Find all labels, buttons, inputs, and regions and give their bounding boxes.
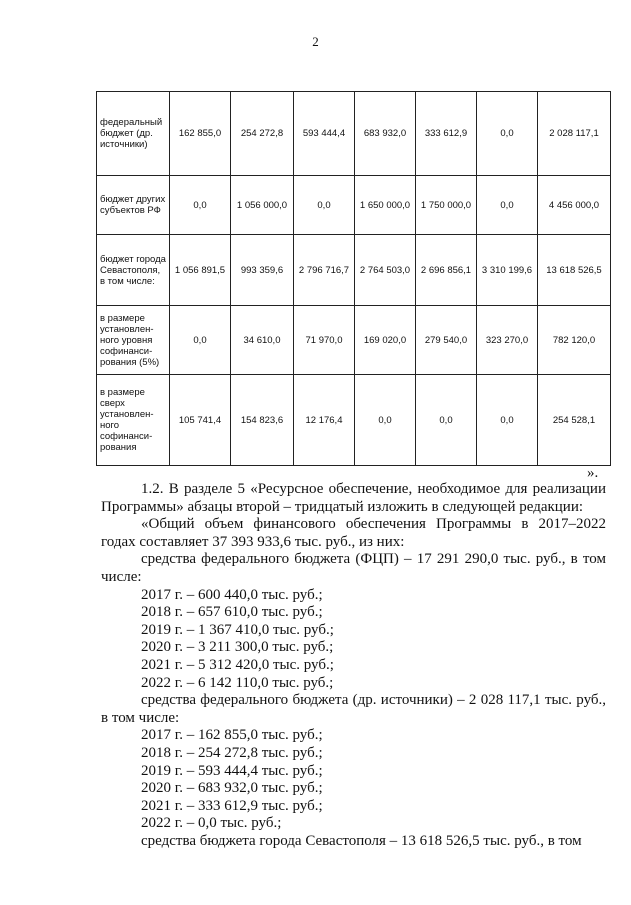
paragraph: 1.2. В разделе 5 «Ресурсное обеспечение, необходимое для реализации Программы» абзацы второй – тридцатый изложить в следующей редакции: [101, 481, 606, 515]
table-cell: 2 796 716,7 [294, 235, 355, 306]
table-cell: 0,0 [170, 176, 231, 235]
list-item: 2021 г. – 5 312 420,0 тыс. руб.; [141, 656, 334, 673]
list-item: 2019 г. – 1 367 410,0 тыс. руб.; [141, 621, 334, 638]
row-label: бюджет города Севастополя, в том числе: [97, 235, 170, 306]
table-cell: 3 310 199,6 [477, 235, 538, 306]
paragraph: «Общий объем финансового обеспечения Программы в 2017–2022 годах составляет 37 393 933,6 тыс. руб., из них: [101, 516, 606, 550]
list-item: 2021 г. – 333 612,9 тыс. руб.; [141, 797, 323, 814]
table-cell: 323 270,0 [477, 306, 538, 375]
row-label: федеральный бюджет (др. источники) [97, 92, 170, 176]
table-cell: 0,0 [477, 375, 538, 466]
table-cell: 71 970,0 [294, 306, 355, 375]
table-cell: 0,0 [294, 176, 355, 235]
table-cell: 154 823,6 [231, 375, 294, 466]
table-cell: 2 028 117,1 [538, 92, 611, 176]
table-cell: 993 359,6 [231, 235, 294, 306]
table-cell: 162 855,0 [170, 92, 231, 176]
table-cell: 782 120,0 [538, 306, 611, 375]
list-item: 2022 г. – 0,0 тыс. руб.; [141, 815, 282, 832]
table-cell: 1 750 000,0 [416, 176, 477, 235]
list-item: 2022 г. – 6 142 110,0 тыс. руб.; [141, 674, 334, 691]
list-item: 2019 г. – 593 444,4 тыс. руб.; [141, 762, 323, 779]
page-number: 2 [312, 34, 319, 49]
table-cell: 12 176,4 [294, 375, 355, 466]
paragraph: средства федерального бюджета (др. источники) – 2 028 117,1 тыс. руб., в том числе: [101, 692, 606, 726]
table-cell: 2 696 856,1 [416, 235, 477, 306]
table-cell: 0,0 [170, 306, 231, 375]
table-cell: 254 272,8 [231, 92, 294, 176]
list-item: 2018 г. – 254 272,8 тыс. руб.; [141, 744, 323, 761]
row-label: в размере сверх установлен-ного софинанси-рования [97, 375, 170, 466]
table-cell: 34 610,0 [231, 306, 294, 375]
table-cell: 683 932,0 [355, 92, 416, 176]
table-cell: 2 764 503,0 [355, 235, 416, 306]
table-cell: 1 056 000,0 [231, 176, 294, 235]
table-cell: 1 056 891,5 [170, 235, 231, 306]
table-cell: 0,0 [477, 92, 538, 176]
table-row [97, 92, 611, 176]
table-cell: 0,0 [416, 375, 477, 466]
table-cell: 169 020,0 [355, 306, 416, 375]
paragraph: средства федерального бюджета (ФЦП) – 17 291 290,0 тыс. руб., в том числе: [101, 551, 606, 585]
document-body [101, 481, 606, 850]
row-label: бюджет других субъектов РФ [97, 176, 170, 235]
list-item: 2020 г. – 683 932,0 тыс. руб.; [141, 780, 323, 797]
table-row [97, 306, 611, 375]
budget-table [96, 91, 611, 466]
table-cell: 1 650 000,0 [355, 176, 416, 235]
table-cell: 0,0 [355, 375, 416, 466]
list-item: 2018 г. – 657 610,0 тыс. руб.; [141, 604, 323, 621]
list-item: 2017 г. – 600 440,0 тыс. руб.; [141, 586, 323, 603]
row-label: в размере установлен-ного уровня софинанси-рования (5%) [97, 306, 170, 375]
table-cell: 279 540,0 [416, 306, 477, 375]
table-row [97, 375, 611, 466]
table-cell: 593 444,4 [294, 92, 355, 176]
table-closing-quote: ». [587, 465, 599, 481]
table-row [97, 176, 611, 235]
table-row [97, 235, 611, 306]
paragraph: средства бюджета города Севастополя – 13 618 526,5 тыс. руб., в том [141, 832, 582, 849]
list-item: 2020 г. – 3 211 300,0 тыс. руб.; [141, 639, 334, 656]
list-item: 2017 г. – 162 855,0 тыс. руб.; [141, 727, 323, 744]
table-cell: 105 741,4 [170, 375, 231, 466]
table-cell: 254 528,1 [538, 375, 611, 466]
table-cell: 333 612,9 [416, 92, 477, 176]
table-cell: 0,0 [477, 176, 538, 235]
table-cell: 4 456 000,0 [538, 176, 611, 235]
table-cell: 13 618 526,5 [538, 235, 611, 306]
